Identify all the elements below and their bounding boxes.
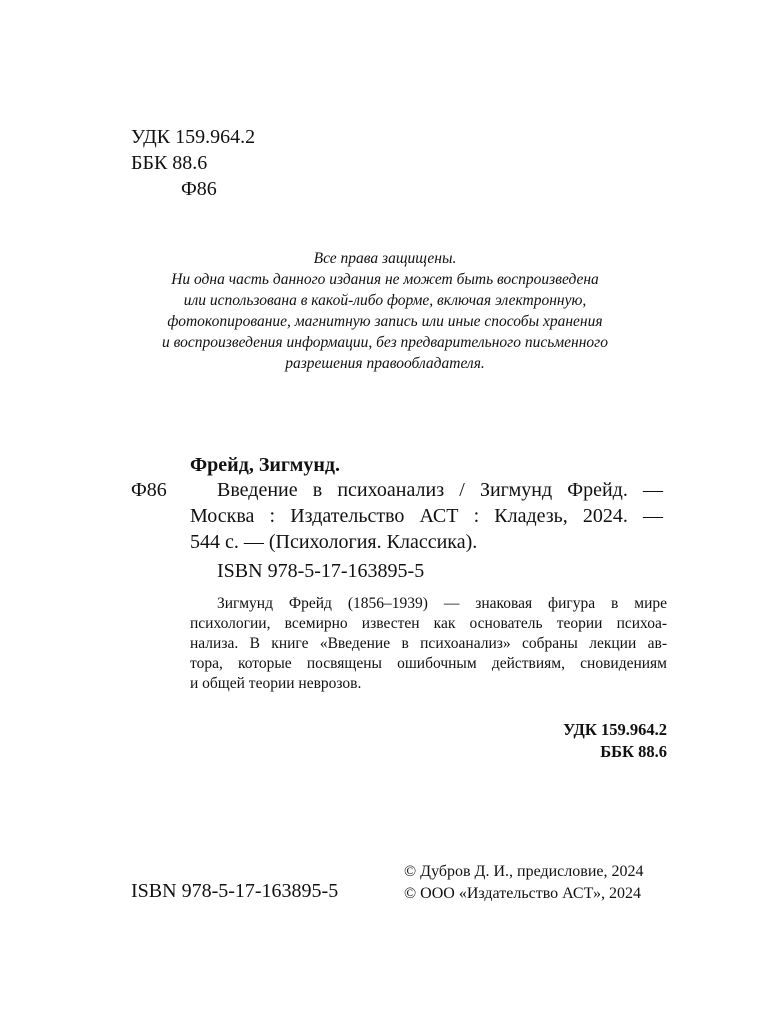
annotation-line: нализа. В книге «Введение в психоанализ» собраны лекции ав- (190, 635, 667, 652)
footer-isbn: ISBN 978-5-17-163895-5 (131, 880, 339, 902)
rights-line: и воспроизведения информации, без предварительного письменного (162, 334, 608, 351)
author-heading: Фрейд, Зигмунд. (190, 454, 340, 476)
bib-author-sign: Ф86 (131, 479, 167, 501)
rights-line: или использована в какой-либо форме, включая электронную, (183, 292, 587, 309)
annotation-line: и общей теории неврозов. (190, 675, 362, 692)
udk-code-bold: УДК 159.964.2 (563, 720, 667, 739)
bib-line: Введение в психоанализ / Зигмунд Фрейд. — (217, 479, 663, 501)
rights-notice (120, 248, 650, 374)
isbn: ISBN 978-5-17-163895-5 (217, 560, 425, 582)
bbk-code: ББК 88.6 (131, 152, 208, 174)
top-classification-codes (131, 124, 255, 202)
annotation-line: Зигмунд Фрейд (1856–1939) — знаковая фигура в мире (217, 595, 667, 612)
bbk-code-bold: ББК 88.6 (600, 742, 667, 761)
copyright-line: © ООО «Издательство АСТ», 2024 (404, 885, 641, 902)
author-sign: Ф86 (181, 178, 217, 200)
rights-line: фотокопирование, магнитную запись или иные способы хранения (167, 313, 603, 330)
annotation-line: тора, которые посвящены ошибочным действиям, сновидениям (190, 655, 667, 672)
udk-code: УДК 159.964.2 (131, 126, 256, 148)
copyright-block (404, 861, 643, 905)
annotation-line: психологии, всемирно известен как основатель теории психоа- (190, 615, 667, 632)
copyright-line: © Дубров Д. И., предисловие, 2024 (404, 863, 644, 880)
rights-line: разрешения правообладателя. (285, 355, 485, 372)
bottom-classification-codes (563, 719, 667, 763)
rights-line: Ни одна часть данного издания не может быть воспроизведена (171, 271, 599, 288)
bib-line: 544 с. — (Психология. Классика). (190, 531, 478, 553)
rights-line: Все права защищены. (313, 250, 457, 267)
bib-line: Москва : Издательство АСТ : Кладезь, 2024. — (190, 505, 663, 527)
bibliographic-description (190, 477, 663, 555)
annotation (190, 594, 667, 694)
